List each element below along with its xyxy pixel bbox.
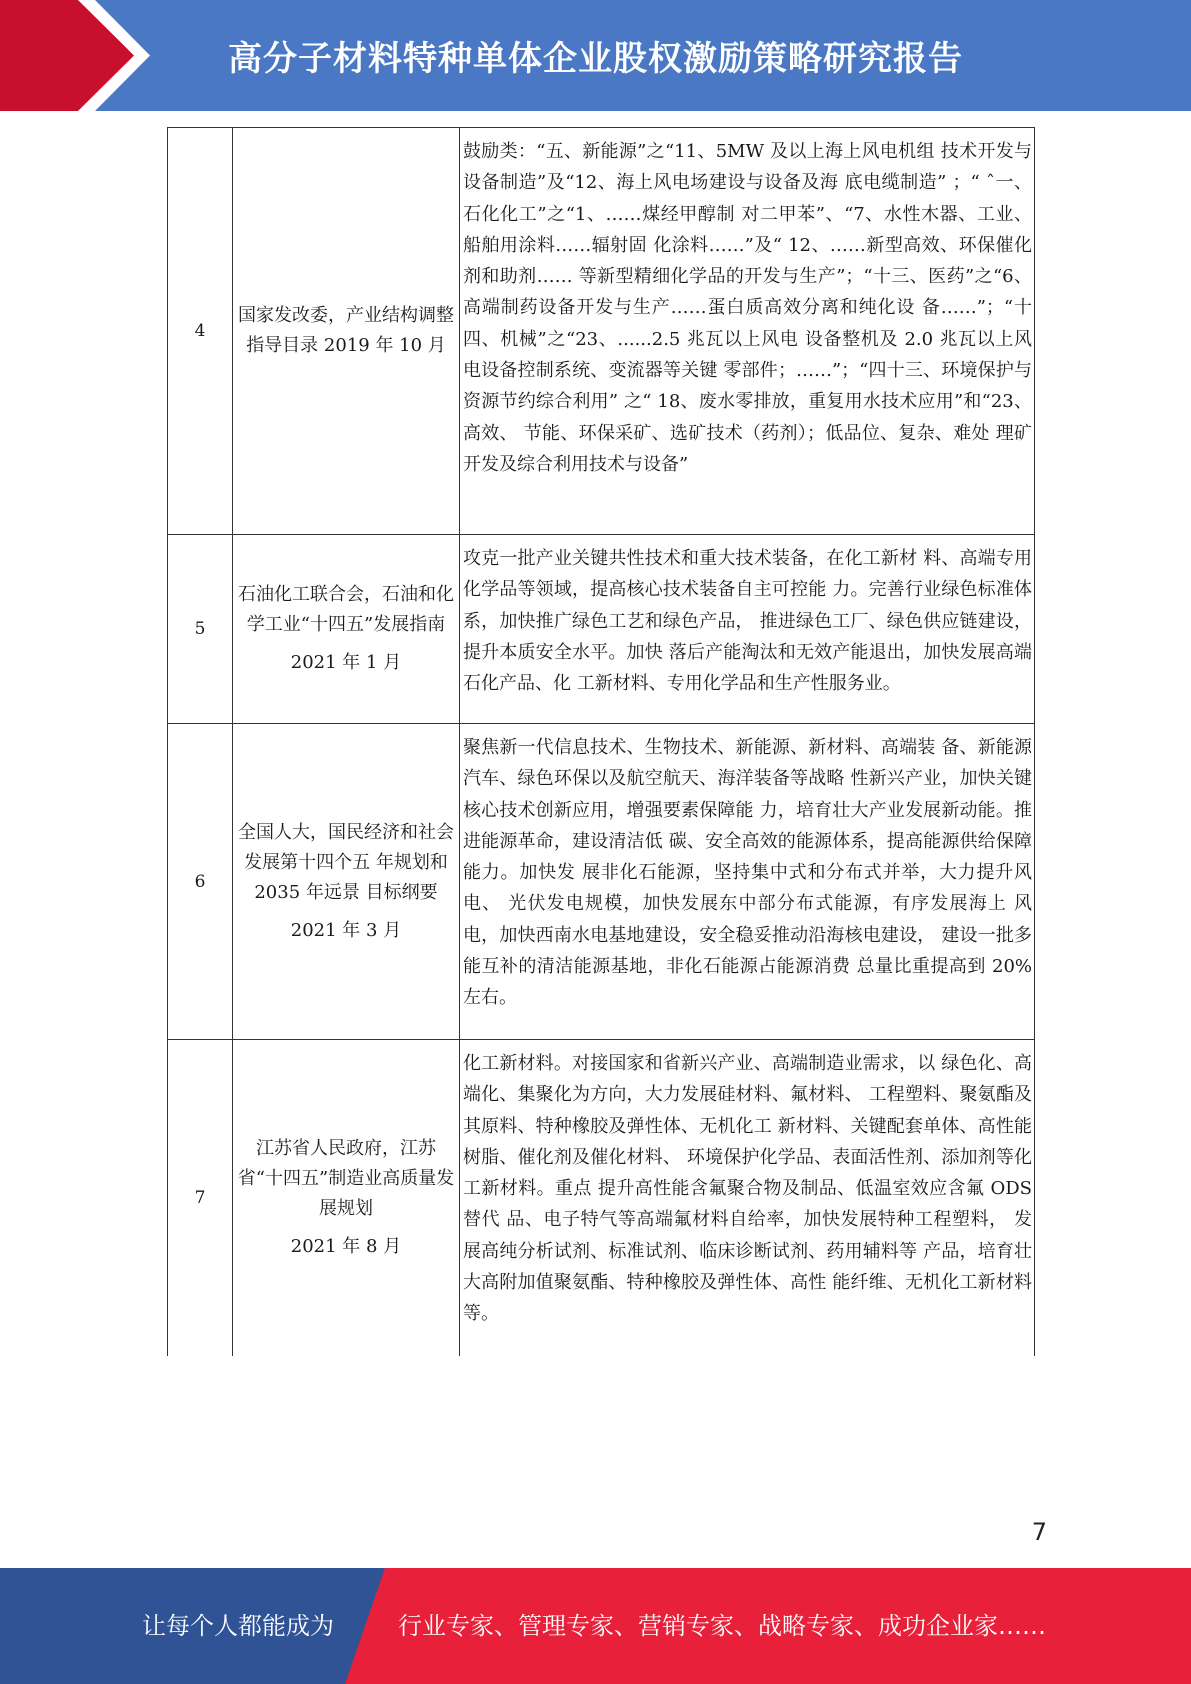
footer-banner — [0, 1568, 1191, 1684]
row-source-title: 石油化工联合会，石油和化学工业“十四五”发展指南 — [238, 584, 454, 635]
header-banner — [0, 0, 1191, 111]
row-source-title: 国家发改委，产业结构调整指导目录 2019 年 10 月 — [238, 305, 454, 356]
header-chevron-graphic — [0, 0, 150, 111]
page-title: 高分子材料特种单体企业股权激励策略研究报告 — [228, 39, 963, 79]
row-source — [233, 535, 460, 724]
row-source-date: 2021 年 8 月 — [290, 1235, 402, 1257]
row-content: 攻克一批产业关键共性技术和重大技术装备，在化工新材 料、高端专用化学品等领域，提高核心技术装备自主可控能 力。完善行业绿色标准体系，加快推广绿色工艺和绿色产品， 推进绿色工厂、绿色供应链建设，提升本质安全水平。加快 落后产能淘汰和无效产能退出，加快发展高端石化产品、化 工新材料、专用化学品和生产性服务业。 — [460, 535, 1035, 724]
row-source — [233, 128, 460, 535]
row-source-date: 2021 年 1 月 — [290, 652, 402, 673]
row-number: 6 — [168, 724, 233, 1040]
row-source-title: 江苏省人民政府，江苏省“十四五”制造业高质量发展规划 — [237, 1137, 455, 1219]
policy-table — [167, 127, 1035, 1356]
row-content: 化工新材料。对接国家和省新兴产业、高端制造业需求，以 绿色化、高端化、集聚化为方向，大力发展硅材料、氟材料、 工程塑料、聚氨酯及其原料、特种橡胶及弹性体、无机化工 新材料、关键配套单体、高性能树脂、催化剂及催化材料、 环境保护化学品、表面活性剂、添加剂等化工新材料。重点 提升高性能含氟聚合物及制品、低温室效应含氟 ODS 替代 品、电子特气等高端氟材料自给率，加快发展特种工程塑料， 发展高纯分析试剂、标准试剂、临床诊断试剂、药用辅料等 产品，培育壮大高附加值聚氨酯、特种橡胶及弹性体、高性 能纤维、无机化工新材料等。 — [460, 1040, 1035, 1356]
footer-slogan-right: 行业专家、管理专家、营销专家、战略专家、成功企业家…… — [398, 1612, 1046, 1640]
row-source-date: 2021 年 3 月 — [290, 919, 402, 941]
row-content: 鼓励类：“五、新能源”之“11、5MW 及以上海上风电机组 技术开发与设备制造”及“12、海上风电场建设与设备及海 底电缆制造” ；“ ˆ一、石化化工”之“1、……煤经甲醇制 对二甲苯”、“7、水性木器、工业、船舶用涂料……辐射固 化涂料……”及“ 12、……新型高效、环保催化剂和助剂…… 等新型精细化学品的开发与生产”；“十三、医药”之“6、 高端制药设备开发与生产……蛋白质高效分离和纯化设 备……”；“十四、机械”之“23、......2.5 兆瓦以上风电 设备整机及 2.0 兆瓦以上风电设备控制系统、变流器等关键 零部件；……”；“四十三、环境保护与资源节约综合利用” 之“ 18、废水零排放，重复用水技术应用”和“23、高效、 节能、环保采矿、选矿技术（药剂）；低品位、复杂、难处 理矿开发及综合利用技术与设备” — [460, 128, 1035, 535]
footer-slogan-left: 让每个人都能成为 — [142, 1612, 334, 1640]
row-content: 聚焦新一代信息技术、生物技术、新能源、新材料、高端装 备、新能源汽车、绿色环保以及航空航天、海洋装备等战略 性新兴产业，加快关键核心技术创新应用，增强要素保障能 力，培育壮大产业发展新动能。推进能源革命，建设清洁低 碳、安全高效的能源体系，提高能源供给保障能力。加快发 展非化石能源，坚持集中式和分布式并举，大力提升风电、 光伏发电规模，加快发展东中部分布式能源，有序发展海上 风电，加快西南水电基地建设，安全稳妥推动沿海核电建设， 建设一批多能互补的清洁能源基地，非化石能源占能源消费 总量比重提高到 20%左右。 — [460, 724, 1035, 1040]
row-source — [233, 724, 460, 1040]
row-number: 5 — [168, 535, 233, 724]
table-row — [168, 724, 1035, 1040]
table-row — [168, 1040, 1035, 1356]
table-row — [168, 535, 1035, 724]
row-source-title: 全国人大，国民经济和社会发展第十四个五 年规划和 2035 年远景 目标纲要 — [238, 821, 454, 903]
page-number: 7 — [1031, 1518, 1047, 1546]
row-number: 7 — [168, 1040, 233, 1356]
table-row — [168, 128, 1035, 535]
row-source — [233, 1040, 460, 1356]
row-number: 4 — [168, 128, 233, 535]
